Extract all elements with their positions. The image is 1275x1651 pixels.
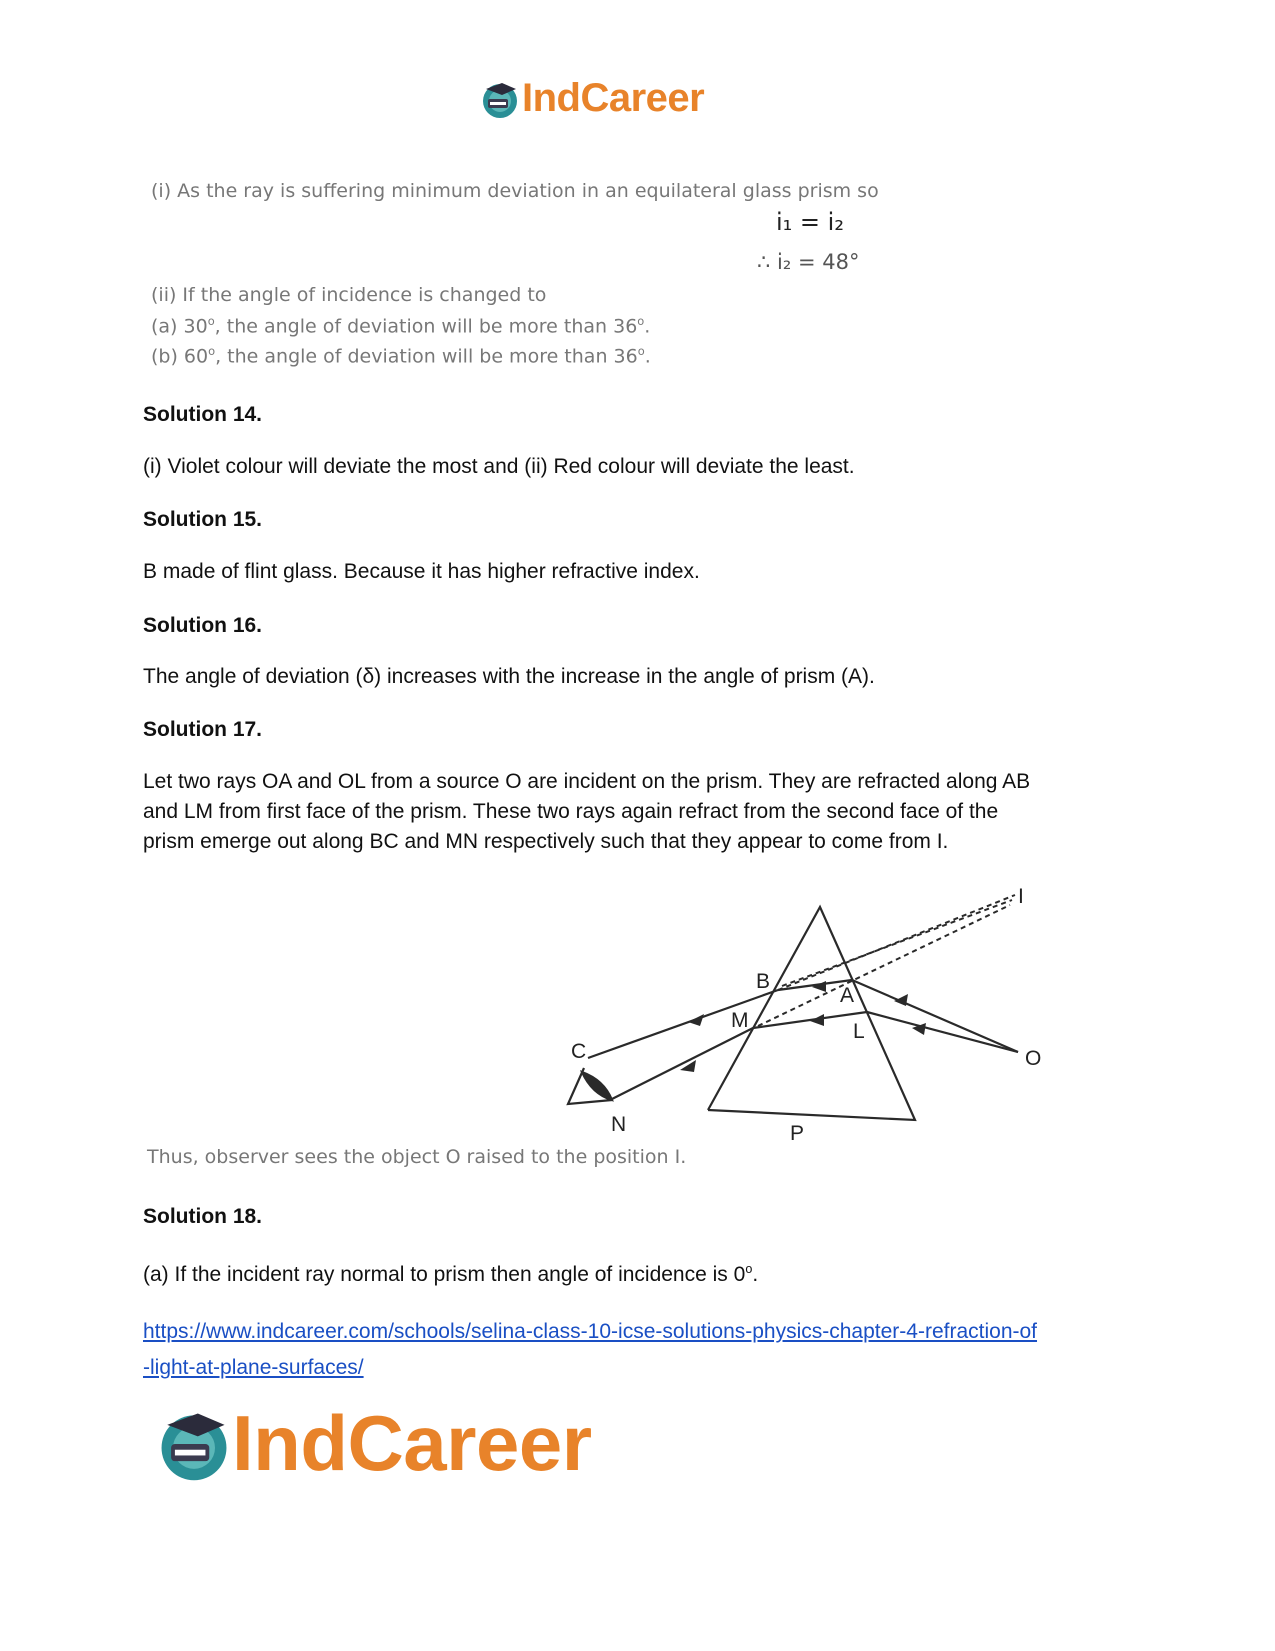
equation-i2-value: ∴ i₂ = 48° <box>757 250 860 274</box>
solution-15-title: Solution 15. <box>143 508 263 531</box>
solution-15-text: B made of flint glass. Because it has higher refractive index. <box>143 560 700 583</box>
equation-i1-equals-i2: i₁ = i₂ <box>776 208 844 236</box>
ray-arrowheads <box>680 981 926 1072</box>
label-I: I <box>1018 885 1024 908</box>
source-link[interactable] <box>143 1314 1037 1386</box>
label-B: B <box>756 970 771 993</box>
dashed-M-to-I <box>758 905 1010 1026</box>
prism-ray-diagram <box>540 875 1060 1155</box>
solution-17-text <box>143 767 1143 857</box>
solution-18-title: Solution 18. <box>143 1205 263 1228</box>
ray-MN <box>610 1028 753 1100</box>
scan-line-2: (ii) If the angle of incidence is changed to <box>151 284 547 306</box>
scan-line-1: (i) As the ray is suffering minimum deviation in an equilateral glass prism so <box>151 180 879 202</box>
solution-18-text: (a) If the incident ray normal to prism then angle of incidence is 0$^o$. <box>143 1262 759 1286</box>
footer-logo <box>152 1398 592 1489</box>
solution-16-title: Solution 16. <box>143 614 263 637</box>
label-L: L <box>853 1020 865 1043</box>
scan-line-3: (a) 30$^o$, the angle of deviation will be more than 36$^o$. <box>151 314 651 338</box>
label-C: C <box>571 1040 587 1063</box>
ray-OL <box>867 1012 1018 1052</box>
solution-17-line-1: Let two rays OA and OL from a source O are incident on the prism. They are refracted along AB <box>143 770 1031 793</box>
label-A: A <box>840 984 855 1007</box>
source-link-line-1[interactable]: https://www.indcareer.com/schools/selina-class-10-icse-solutions-physics-chapter-4-refraction-of <box>143 1320 1038 1343</box>
source-link-line-2[interactable]: -light-at-plane-surfaces/ <box>143 1356 364 1379</box>
solution-14-title: Solution 14. <box>143 403 263 426</box>
solution-17-line-3: prism emerge out along BC and MN respectively such that they appear to come from I. <box>143 830 949 853</box>
solution-17-line-2: and LM from first face of the prism. These two rays again refract from the second face of the <box>143 800 999 823</box>
label-P: P <box>790 1122 805 1145</box>
footer-logo-text: IndCareer <box>232 1399 592 1487</box>
solution-16-text: The angle of deviation (δ) increases with the increase in the angle of prism (A). <box>143 665 875 688</box>
dashed-B-to-I-1 <box>778 895 1015 990</box>
label-O: O <box>1025 1047 1042 1070</box>
label-M: M <box>731 1009 749 1032</box>
solution-14-text: (i) Violet colour will deviate the most and (ii) Red colour will deviate the least. <box>143 455 855 478</box>
scan-line-4: (b) 60$^o$, the angle of deviation will be more than 36$^o$. <box>151 344 651 368</box>
globe-graduation-cap-icon <box>478 77 522 121</box>
ray-OA <box>852 980 1018 1052</box>
globe-graduation-cap-icon <box>152 1402 236 1486</box>
solution-17-caption: Thus, observer sees the object O raised to the position I. <box>147 1146 687 1168</box>
header-logo <box>478 76 704 121</box>
eye-icon <box>568 1068 612 1104</box>
header-logo-text: IndCareer <box>522 76 705 120</box>
solution-17-title: Solution 17. <box>143 718 263 741</box>
label-N: N <box>611 1113 627 1136</box>
ray-BC <box>588 990 778 1058</box>
